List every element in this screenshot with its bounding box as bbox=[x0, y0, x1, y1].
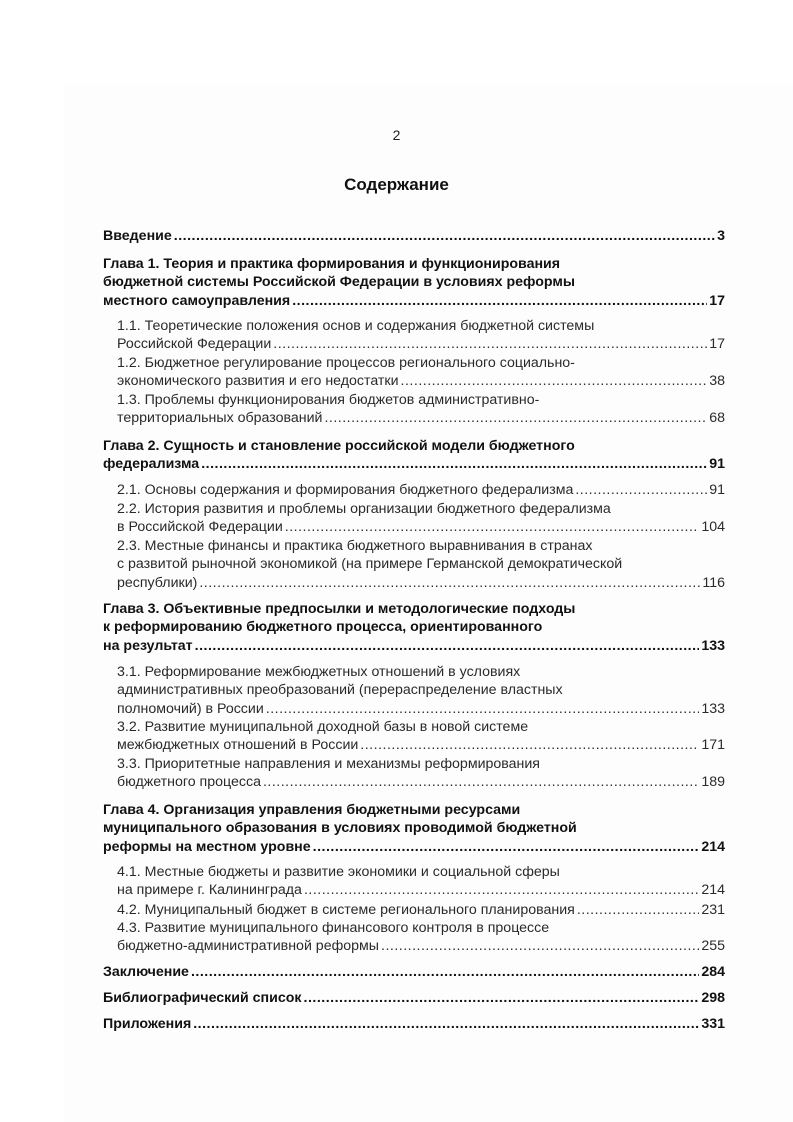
dot-leader bbox=[292, 292, 707, 310]
dot-leader bbox=[324, 409, 707, 427]
toc-page-number: 331 bbox=[701, 1016, 725, 1032]
toc-entry-text: 4.3. Развитие муниципального финансового контроля в процессе bbox=[117, 920, 550, 936]
toc-entry-text: 4.1. Местные бюджеты и развитие экономики и социальной сферы bbox=[117, 864, 560, 880]
toc-chapter-entry[interactable] bbox=[103, 1015, 725, 1033]
toc-entry-line bbox=[103, 989, 725, 1007]
toc-entry-line bbox=[103, 838, 725, 856]
toc-page-number: 104 bbox=[701, 519, 725, 536]
toc-page-number: 116 bbox=[702, 574, 725, 591]
toc-chapter-entry[interactable] bbox=[103, 600, 725, 655]
toc-entry-line bbox=[103, 273, 725, 291]
toc-entry-text: Глава 3. Объективные предпосылки и методологические подходы bbox=[103, 601, 576, 617]
toc-entry-line bbox=[117, 354, 725, 372]
toc-entry-text: Библиографический список bbox=[103, 990, 302, 1006]
toc-entry-text: местного самоуправления bbox=[103, 292, 291, 309]
toc-entry-text: реформы на местном уровне bbox=[103, 838, 311, 855]
dot-leader bbox=[360, 736, 699, 754]
toc-entry-text: 2.3. Местные финансы и практика бюджетного выравнивания в странах bbox=[117, 538, 593, 554]
toc-entry-line bbox=[103, 618, 725, 636]
toc-section-entry[interactable] bbox=[117, 718, 725, 755]
toc-entry-text: бюджетно-административной реформы bbox=[117, 938, 379, 955]
toc-page-number: 255 bbox=[701, 938, 725, 955]
toc-entry-text: территориальных образований bbox=[117, 410, 323, 427]
toc-chapter-entry[interactable] bbox=[103, 963, 725, 981]
toc-chapter-entry[interactable] bbox=[103, 255, 725, 310]
dot-leader bbox=[304, 989, 700, 1007]
dot-leader bbox=[201, 455, 707, 473]
toc-entry-line bbox=[117, 574, 725, 592]
toc-entry-text: бюджетной системы Российской Федерации в условиях реформы bbox=[103, 274, 576, 291]
toc-section-entry[interactable] bbox=[117, 317, 725, 354]
dot-leader bbox=[266, 700, 700, 718]
toc-section-entry[interactable] bbox=[117, 481, 725, 499]
toc-page-number: 68 bbox=[709, 410, 725, 427]
toc-chapter-entry[interactable] bbox=[103, 227, 725, 245]
toc-entry-line bbox=[117, 372, 725, 390]
toc-entry-text: 2.1. Основы содержания и формирования бюджетного федерализма bbox=[117, 482, 574, 498]
dot-leader bbox=[174, 227, 715, 245]
toc-entry-text: Глава 2. Сущность и становление российской модели бюджетного bbox=[103, 438, 575, 454]
toc-section-entry[interactable] bbox=[117, 919, 725, 956]
toc-entry-text: бюджетного процесса bbox=[117, 774, 261, 791]
toc-entry-text: Глава 1. Теория и практика формирования и функционирования bbox=[103, 256, 561, 272]
toc-section-entry[interactable] bbox=[117, 863, 725, 900]
toc-entry-line bbox=[103, 963, 725, 981]
toc-entry-line bbox=[117, 773, 725, 791]
toc-entry-line bbox=[103, 600, 725, 618]
toc-entry-text: Заключение bbox=[103, 964, 189, 980]
dot-leader bbox=[304, 881, 699, 899]
toc-entry-line bbox=[117, 736, 725, 754]
toc-entry-line bbox=[117, 863, 725, 881]
toc-entry-line bbox=[117, 901, 725, 919]
toc-page-number: 171 bbox=[701, 737, 725, 754]
toc-section-entry[interactable] bbox=[117, 755, 725, 792]
toc-page-number: 231 bbox=[701, 902, 725, 918]
toc-entry-text: на примере г. Калининграда bbox=[117, 882, 302, 899]
toc-entry-line bbox=[117, 881, 725, 899]
toc-entry-text: 3.1. Реформирование межбюджетных отношений в условиях bbox=[117, 664, 521, 680]
toc-chapter-entry[interactable] bbox=[103, 801, 725, 856]
toc-page-number: 38 bbox=[709, 373, 725, 390]
toc-entry-line bbox=[117, 681, 725, 699]
toc-chapter-entry[interactable] bbox=[103, 437, 725, 474]
toc-page-number: 133 bbox=[701, 637, 725, 654]
toc-entry-line bbox=[117, 919, 725, 937]
toc-entry-text: 1.3. Проблемы функционирования бюджетов административно- bbox=[117, 392, 540, 408]
toc-page-number: 298 bbox=[701, 990, 725, 1006]
toc-entry-line bbox=[117, 500, 725, 518]
toc-entry-line bbox=[117, 335, 725, 353]
dot-leader bbox=[263, 773, 699, 791]
dot-leader bbox=[191, 963, 699, 981]
toc-section-entry[interactable] bbox=[117, 354, 725, 391]
toc-page-number: 189 bbox=[701, 774, 725, 791]
toc-entry-text: полномочий) в России bbox=[117, 700, 264, 717]
toc-entry-text: 1.1. Теоретические положения основ и содержания бюджетной системы bbox=[117, 318, 595, 334]
toc-entry-text: 3.2. Развитие муниципальной доходной базы в новой системе bbox=[117, 719, 529, 735]
toc-entry-text: к реформированию бюджетного процесса, ориентированного bbox=[103, 619, 543, 636]
toc-entry-text: 2.2. История развития и проблемы организации бюджетного федерализма bbox=[117, 501, 611, 517]
toc-entry-line bbox=[117, 555, 725, 573]
toc-entry-text: Введение bbox=[103, 228, 172, 244]
dot-leader bbox=[313, 838, 700, 856]
toc-entry-line bbox=[103, 801, 725, 819]
toc-page-number: 214 bbox=[701, 838, 725, 855]
toc-entry-text: с развитой рыночной экономикой (на примере Германской демократической bbox=[117, 556, 623, 573]
page-title: Содержание bbox=[344, 175, 449, 194]
toc-entry-line bbox=[117, 937, 725, 955]
toc-entry-text: федерализма bbox=[103, 456, 200, 473]
toc-entry-text: межбюджетных отношений в России bbox=[117, 737, 359, 754]
toc-section-entry[interactable] bbox=[117, 391, 725, 428]
toc-entry-text: 4.2. Муниципальный бюджет в системе регионального планирования bbox=[117, 902, 575, 918]
toc-entry-line bbox=[117, 718, 725, 736]
toc-entry-text: в Российской Федерации bbox=[117, 519, 283, 536]
toc-entry-line bbox=[117, 537, 725, 555]
toc-section-entry[interactable] bbox=[117, 537, 725, 592]
dot-leader bbox=[273, 335, 707, 353]
toc-entry-line bbox=[103, 455, 725, 473]
toc-page-number: 3 bbox=[717, 228, 725, 244]
toc-entry-line bbox=[117, 663, 725, 681]
toc-page-number: 91 bbox=[709, 482, 725, 498]
dot-leader bbox=[381, 937, 699, 955]
dot-leader bbox=[401, 372, 708, 390]
toc-page-number: 284 bbox=[701, 964, 725, 980]
toc-page-number: 17 bbox=[709, 336, 725, 353]
toc-entry-line bbox=[103, 227, 725, 245]
dot-leader bbox=[577, 901, 700, 919]
toc-entry-line bbox=[117, 409, 725, 427]
toc-entry-line bbox=[103, 819, 725, 837]
toc-entry-line bbox=[103, 437, 725, 455]
toc-entry-text: Приложения bbox=[103, 1016, 192, 1032]
toc-entry-text: 3.3. Приоритетные направления и механизмы реформирования bbox=[117, 756, 540, 772]
toc-entry-line bbox=[117, 755, 725, 773]
toc-entry-line bbox=[117, 317, 725, 335]
dot-leader bbox=[575, 481, 707, 499]
toc-section-entry[interactable] bbox=[117, 901, 725, 919]
toc-page-number: 214 bbox=[701, 882, 725, 899]
toc-entry-text: муниципального образования в условиях проводимой бюджетной bbox=[103, 820, 577, 837]
dot-leader bbox=[199, 574, 700, 592]
toc-section-entry[interactable] bbox=[117, 663, 725, 718]
toc-entry-text: Глава 4. Организация управления бюджетными ресурсами bbox=[103, 802, 521, 818]
toc-entry-text: административных преобразований (перераспределение властных bbox=[117, 682, 563, 699]
toc-entry-line bbox=[103, 292, 725, 310]
dot-leader bbox=[193, 1015, 699, 1033]
toc-entry-text: республики) bbox=[117, 574, 198, 591]
toc-entry-line bbox=[117, 700, 725, 718]
toc-entry-text: Российской Федерации bbox=[117, 336, 272, 353]
toc-entry-text: экономического развития и его недостатки bbox=[117, 373, 399, 390]
toc-section-entry[interactable] bbox=[117, 500, 725, 537]
dot-leader bbox=[195, 637, 700, 655]
toc-entry-text: 1.2. Бюджетное регулирование процессов регионального социально- bbox=[117, 355, 575, 371]
toc-entry-line bbox=[103, 1015, 725, 1033]
dot-leader bbox=[285, 518, 700, 536]
page-number: 2 bbox=[392, 127, 401, 143]
toc-entry-text: на результат bbox=[103, 637, 193, 654]
toc-entry-line bbox=[103, 255, 725, 273]
toc-page-number: 17 bbox=[709, 292, 725, 309]
toc-entry-line bbox=[117, 481, 725, 499]
toc-page-number: 133 bbox=[701, 700, 725, 717]
toc-entry-line bbox=[103, 637, 725, 655]
toc-entry-line bbox=[117, 518, 725, 536]
toc-entry-line bbox=[117, 391, 725, 409]
toc-chapter-entry[interactable] bbox=[103, 989, 725, 1007]
toc-page-number: 91 bbox=[709, 456, 725, 473]
